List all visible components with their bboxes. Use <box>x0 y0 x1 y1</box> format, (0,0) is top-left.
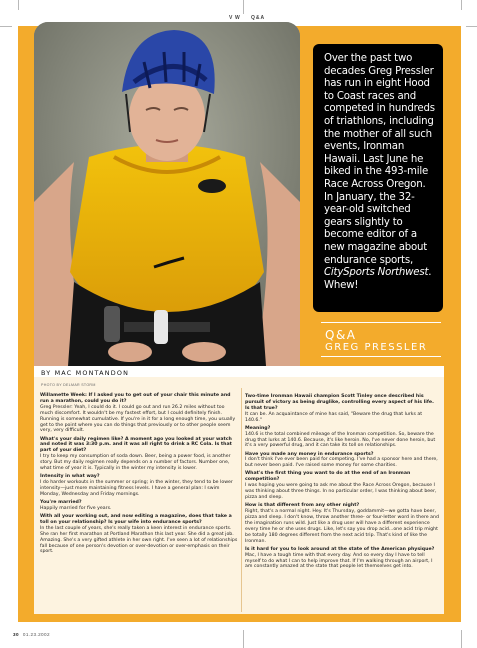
question: With all your working out, and now editing a magazine, does that take a toll on your relationship? Is your wife into endurance sports? <box>40 513 232 525</box>
column-divider <box>241 388 242 612</box>
cyclist-photo <box>34 22 300 366</box>
answer: I try to keep my consumption of soda down. Beer, being a power food, is another story. But my daily regimen really depends on a number of factors. Number one, what time of year it is. Typically in the winter my intensity is lower. <box>40 454 231 472</box>
page-footer <box>13 632 50 637</box>
crop-mark <box>466 26 477 27</box>
crop-mark <box>243 0 244 14</box>
interviewee-name: GREG PRESSLER <box>325 342 428 353</box>
issue-date: 01.23.2002 <box>22 632 50 637</box>
byline-bar <box>34 366 444 377</box>
question: Have you made any money in endurance sports? <box>245 451 374 457</box>
qa-rule-bottom <box>321 356 441 357</box>
answer: In the last couple of years, she's really taken a keen interest in endurance sports. She ran her first marathon at Portland Marathon this last year. She did a great job. Amazing. She's a very gifted athlete in her own right. I've seen a lot of relationships fall because of one person's devotion or over-devotion or over-emphasis on their sport. <box>40 525 238 555</box>
left-column <box>40 393 238 558</box>
question: What's the first thing you want to do at the end of an Ironman competition? <box>245 471 411 483</box>
question: You're married? <box>40 499 82 505</box>
byline: BY MAC MONTANDON <box>41 369 130 377</box>
crop-mark <box>461 630 462 648</box>
page-number: 30 <box>13 632 19 637</box>
answer: I was hoping you were going to ask me about the Race Across Oregon, because I was thinking about three things. In no particular order, I was thinking about beer, pizza and sleep. <box>245 483 437 501</box>
crop-mark <box>18 0 19 10</box>
running-head-marker: Q&A <box>251 15 266 21</box>
photo-credit: PHOTO BY DELMAR STORM <box>41 383 96 387</box>
answer: It can be. An acquaintance of mine has said, "Beware the drug that lurks at 140.6." <box>245 411 423 423</box>
answer: Mac, I have a tough time with that every day. And so every day I have to tell myself to do what I can to help improve that. If I'm walking through an airport, I am constantly amazed at the state that people let themselves get into. <box>245 552 433 570</box>
running-head-left: V <box>229 15 234 21</box>
answer: I do harder workouts in the summer or spring; in the winter, they tend to be lower intensity—just more maintaining fitness levels. I have a general plan: I swim Monday, Wednesday and Friday mornings. <box>40 480 233 497</box>
qa-header <box>313 318 443 370</box>
question: Willamette Week: If I asked you to get out of your chair this minute and run a marathon, could you do it? <box>40 393 231 404</box>
question: How is that different from any other night? <box>245 503 360 509</box>
intro-closing: . Whew! <box>324 267 432 291</box>
answer: Right, that's a normal night. Hey. It's Thursday, goddammit—we gotta have beer, pizza and sleep. I don't know, throw another three- or four-letter word in there and the imagination runs wild. Just like a drug user will have a different experience every time he or she uses drugs. Like, let's say you drop acid...one acid trip might be totally 180 degrees different from the next acid trip. That's kind of like the Ironman. <box>245 509 439 544</box>
question: What's your daily regimen like? A moment ago you looked at your watch and noted it was 3:30 p.m. and it was all right to drink a RC Cola. Is that part of your diet? <box>40 436 232 454</box>
running-head-right: W <box>235 15 241 21</box>
answer: Greg Pressler: Yeah, I could do it. I could go out and run 26.2 miles without too much discomfort. It wouldn't be my fastest effort, but I could definitely finish. Running is somewhat cumulative. If you're in it for a long enough time, you usually get to the point where you can do things that previously or to other people seem very, very difficult. <box>40 404 236 434</box>
crop-mark <box>461 0 462 10</box>
answer: 140.6 is the total combined mileage of the Ironman competition. So, beware the drug that lurks at 140.6. Because, it's like heroin. No, I've never done heroin, but it's a very powerful drug, and it can take its toll on relationships. <box>245 431 436 449</box>
magazine-name: CitySports Northwest <box>324 267 429 279</box>
intro-text <box>313 44 443 292</box>
intro-sidebar <box>313 44 443 312</box>
crop-mark <box>0 26 12 27</box>
crop-mark <box>243 630 244 648</box>
cyclist-illustration <box>34 22 300 366</box>
answer: I don't think I've ever been paid for competing. I've had a sponsor here and there, but never been paid. I've raised some money for some charities. <box>245 457 438 469</box>
answer: Happily married for five years. <box>40 505 112 511</box>
intro-body: Over the past two decades Greg Pressler has run in eight Hood to Coast races and competed in hundreds of triathlons, including the mother of all such events, Ironman Hawaii. Last June he biked in the 493-mile Race Across Oregon. In January, the 32-year-old switched gears slightly to become editor of a new magazine about endurance sports, <box>324 53 435 266</box>
interview-panel <box>34 366 444 614</box>
qa-rule-top <box>321 322 441 323</box>
question: Intensity in what way? <box>40 474 100 480</box>
question: Is it hard for you to look around at the state of the American physique? <box>245 546 435 552</box>
question: Meaning? <box>245 425 271 431</box>
right-column <box>245 394 439 573</box>
question: Two-time Ironman Hawaii champion Scott Tinley once described his pursuit of victory as being druglike, controlling every aspect of his life. Is that true? <box>245 394 434 411</box>
qa-label: Q&A <box>325 328 357 342</box>
